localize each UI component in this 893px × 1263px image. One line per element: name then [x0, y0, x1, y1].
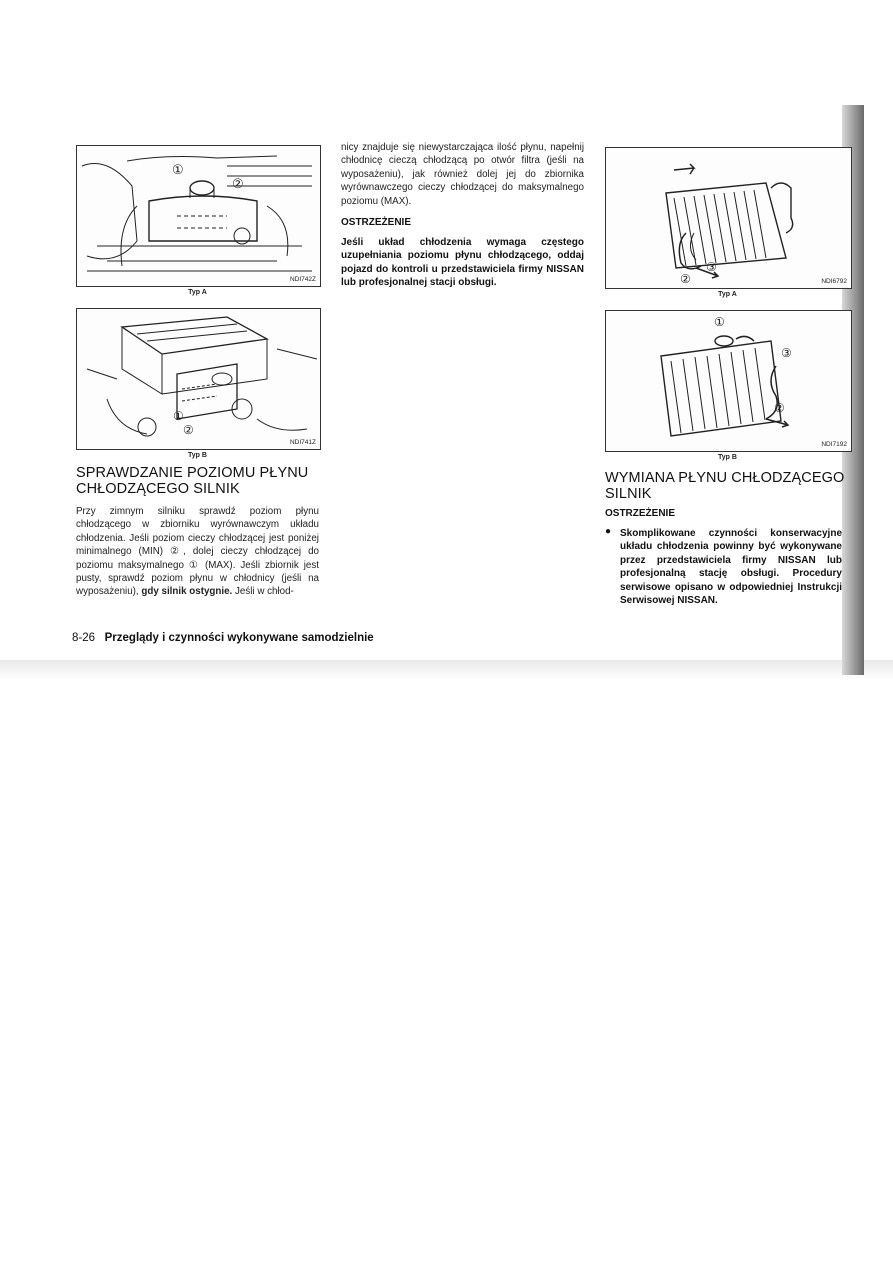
figure-code: NDI6792 [821, 278, 847, 285]
figure-reservoir-typ-a [76, 145, 321, 287]
caption-typ-a-right: Typ A [718, 291, 737, 298]
bullet-warning-text: Skomplikowane czynności konserwacyjne układu chłodzenia powinny być wykonywane przez przedstawiciela firmy NISSAN lub profesjonalną stację obsługi. Procedury serwisowe opisano w odpowiedniej Instrukcji Serwisowej NISSAN. [620, 528, 842, 607]
marker-2: ② [774, 401, 785, 415]
paragraph-end: Jeśli w chłod- [235, 586, 294, 598]
paragraph-bold: gdy silnik ostygnie. [141, 586, 233, 598]
marker-2: ② [680, 272, 691, 286]
footer-title: Przeglądy i czynności wykonywane samodzielnie [104, 632, 374, 644]
marker-2: ② [183, 423, 194, 437]
figure-code: NDI741Z [289, 439, 316, 446]
bullet-marker: ● [605, 526, 612, 537]
figure-radiator-typ-b [605, 310, 852, 452]
figure-reservoir-typ-b [76, 308, 321, 450]
figure-code: NDI742Z [289, 276, 316, 283]
section-heading-replace-coolant [605, 470, 845, 502]
warning-title-col3: OSTRZEŻENIE [605, 508, 676, 519]
marker-1: ① [714, 315, 725, 329]
marker-3: ③ [706, 260, 717, 274]
caption-typ-b-right: Typ B [718, 454, 737, 461]
scan-shadow [0, 660, 893, 680]
marker-3: ③ [781, 346, 792, 360]
marker-2: ② [232, 176, 244, 191]
heading-line-1: SPRAWDZANIE POZIOMU PŁYNU [76, 465, 309, 481]
warning-title-col2: OSTRZEŻENIE [341, 217, 412, 228]
paragraph-text: Przy zimnym silniku sprawdź poziom płynu chłodzącego w zbiorniku wyrównawczym układu chłodzenia. Jeśli poziom cieczy chłodzącej jest poniżej minimalnego (MIN) ②, dolej cieczy chłodzącej do poziomu maksymalnego ① (MAX). Jeśli zbiornik jest pusty, sprawdź poziom płynu w chłodnicy (jeśli na wyposażeniu), [76, 506, 319, 598]
heading-line-2: CHŁODZĄCEGO SILNIK [76, 481, 240, 497]
radiator-typ-a-illustration [606, 148, 851, 288]
reservoir-typ-a-illustration [77, 146, 320, 286]
continuation-paragraph: nicy znajduje się niewystarczająca ilość płynu, napełnij chłodnicę cieczą chłodzącą po otwór filtra (jeśli na wyposażeniu), jak również dolej jej do zbiornika wyrównawczego cieczy chłodzącej do maksymalnego poziomu (MAX). [341, 142, 584, 207]
section-heading-check-coolant [76, 465, 326, 497]
marker-1: ① [172, 162, 184, 177]
figure-radiator-typ-a [605, 147, 852, 289]
page-footer [72, 632, 374, 644]
caption-typ-b-left: Typ B [188, 452, 207, 459]
marker-1: ① [173, 409, 184, 423]
caption-typ-a-left: Typ A [188, 289, 207, 296]
figure-code: NDI7192 [821, 441, 847, 448]
check-coolant-paragraph [76, 505, 319, 599]
heading-line-2: SILNIK [605, 486, 652, 502]
page-number: 8-26 [72, 632, 96, 644]
warning-text-col2: Jeśli układ chłodzenia wymaga częstego uzupełniania poziomu płynu chłodzącego, oddaj pojazd do kontroli u przedstawiciela firmy NISSAN lub profesjonalnej stacji obsługi. [341, 237, 584, 289]
radiator-typ-b-illustration [606, 311, 851, 451]
heading-line-1: WYMIANA PŁYNU CHŁODZĄCEGO [605, 470, 845, 486]
reservoir-typ-b-illustration [77, 309, 320, 449]
